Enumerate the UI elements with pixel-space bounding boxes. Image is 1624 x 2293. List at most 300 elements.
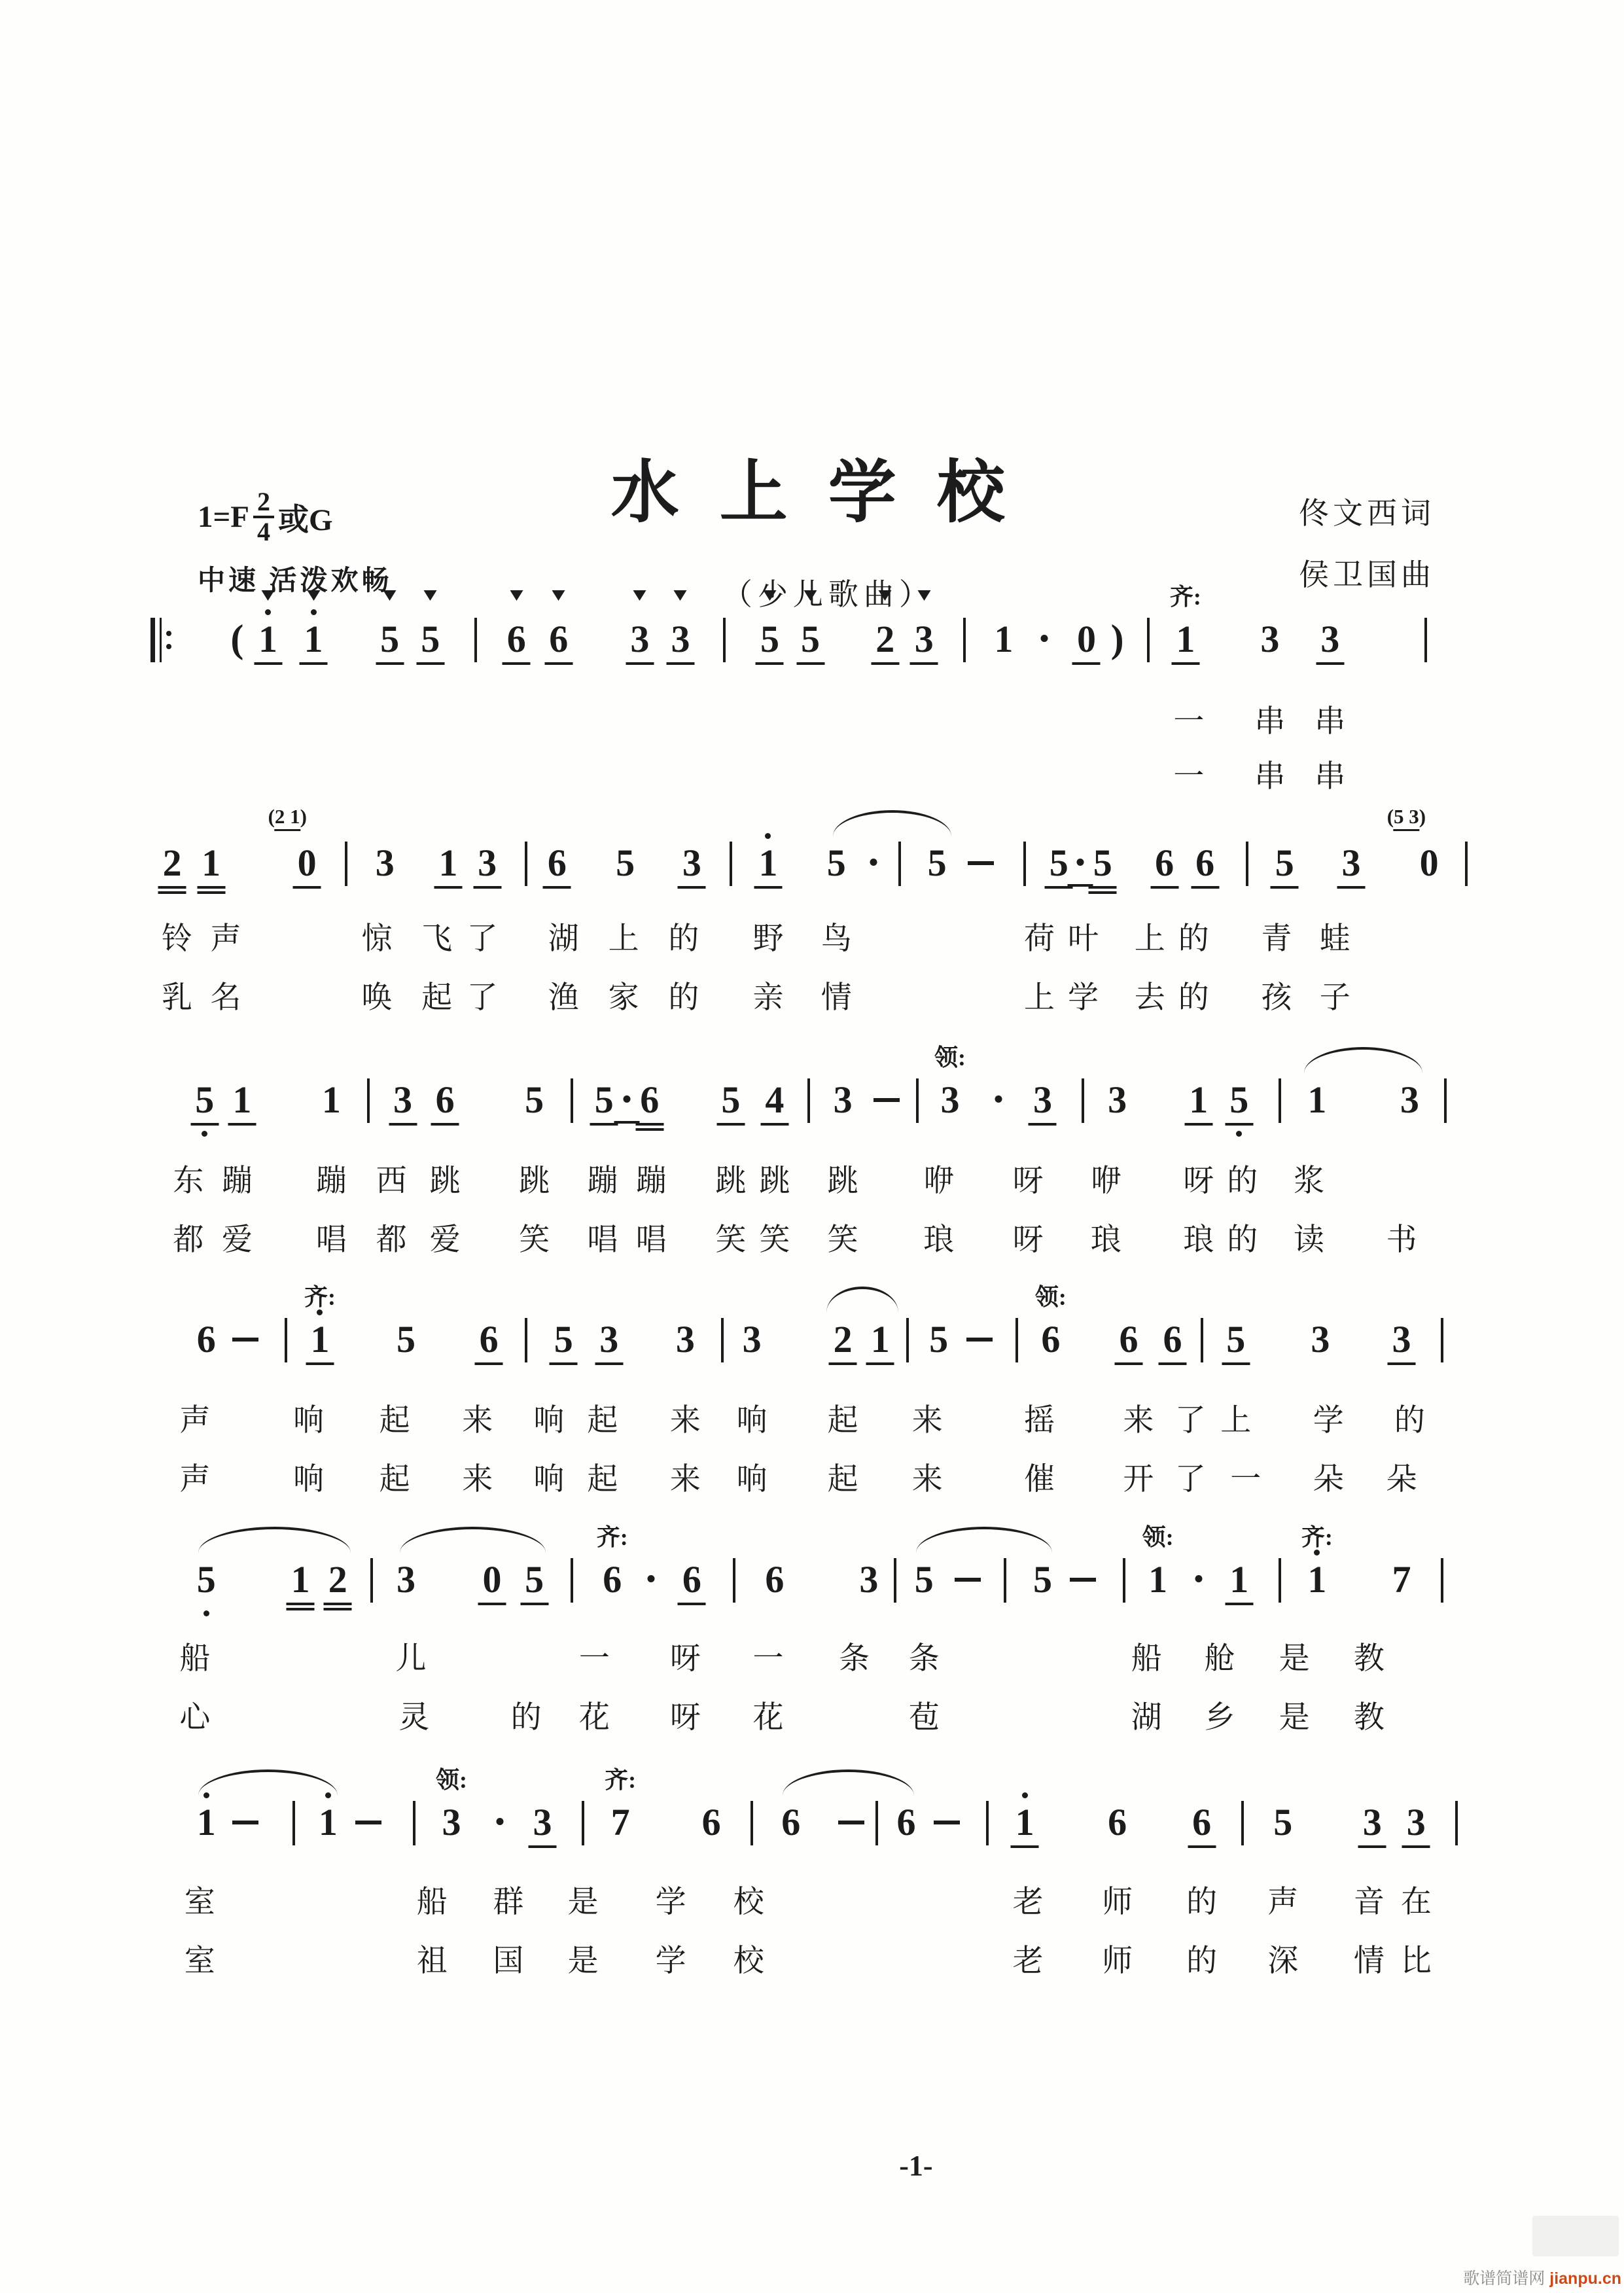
lyric-char: 的 [510,1701,542,1735]
lyric-char: 心 [179,1701,211,1735]
lyric-char: 来 [462,1463,493,1497]
staccato-icon [383,590,397,601]
eighth-underline [503,662,531,665]
staccato-icon [879,590,892,601]
eighth-underline [1011,1845,1039,1848]
eighth-underline [678,1603,706,1605]
eighth-underline [829,1362,857,1365]
note: 5 [397,1318,415,1360]
sixteenth-underline [197,891,225,894]
note: 2 [328,1561,347,1599]
note: 1 [310,1321,329,1359]
lyricist-credit: 佟文西词 [1299,497,1435,530]
lyric-char: 教 [1353,1701,1385,1735]
sixteenth-underline [1089,891,1117,894]
lyric-char: 国 [493,1944,524,1978]
voice-label: 齐: [596,1524,628,1550]
barline [345,842,347,886]
lyric-char: 跳 [429,1164,461,1198]
duration-dash [355,1821,381,1824]
augmentation-dot [648,1575,655,1582]
barline [894,1558,896,1603]
staccato-icon [633,590,646,601]
time-denominator: 4 [253,516,274,546]
barline [807,1078,810,1123]
note: 5 [826,842,846,884]
lyric-char: 开 [1123,1463,1154,1497]
eighth-underline [754,886,782,889]
lyric-char: 起 [827,1404,858,1438]
note: 6 [781,1801,801,1843]
lyric-char: 了 [1174,1463,1206,1497]
lyric-char: 起 [587,1404,618,1438]
lyric-char: 唤 [361,981,393,1015]
note: 0 [1419,842,1439,884]
augmentation-dot [1195,1575,1202,1582]
lyric-char: 朵 [1386,1463,1417,1497]
note: 3 [533,1804,552,1841]
lyric-char: 的 [1227,1164,1258,1198]
lyric-char: 呀 [669,1701,701,1735]
eighth-underline [190,1123,219,1126]
lyric-char: 跳 [759,1164,790,1198]
lyric-char: 学 [1067,981,1099,1015]
lyric-char: 唱 [587,1223,618,1257]
note: 1 [232,1081,251,1119]
sixteenth-underline [635,1128,663,1131]
note: 1 [202,844,221,882]
note: 6 [507,620,526,658]
lyric-char: 学 [655,1944,686,1978]
note: 3 [675,1318,695,1360]
slur-arc [198,1769,338,1796]
eighth-underline [254,662,282,665]
note: 1 [321,1078,341,1121]
eighth-underline [866,1362,894,1365]
note: 1 [1189,1081,1208,1119]
barline [721,1318,724,1362]
eighth-underline [389,1123,417,1126]
note: 1 [1307,1078,1327,1121]
lyric-char: 笑 [827,1223,858,1257]
lyric-char: 都 [173,1223,204,1257]
repeat-bar-thin [160,618,162,662]
lyric-char: 是 [1279,1701,1310,1735]
note: 3 [682,844,701,882]
lyric-char: 在 [1400,1885,1432,1919]
barline [1279,1558,1281,1603]
lyric-char: 群 [493,1885,524,1919]
lyric-char: 叶 [1067,922,1099,956]
lyric-char: 响 [533,1463,565,1497]
note: 5 [195,1081,214,1119]
note: 3 [630,620,649,658]
eighth-underline [1387,1362,1415,1365]
eighth-underline [416,662,444,665]
augmentation-dot [995,1095,1002,1103]
eighth-underline [595,1362,623,1365]
lyric-char: 爱 [429,1223,461,1257]
watermark-box [1532,2216,1619,2256]
barline [1424,618,1427,662]
lyric-char: 笑 [715,1223,747,1257]
lyric-char: 来 [462,1404,493,1438]
barline [1279,1078,1281,1123]
lyric-char: 跳 [519,1164,550,1198]
octave-dot-high [1022,1792,1028,1798]
octave-dot-high [765,833,771,839]
note: 3 [1108,1078,1127,1121]
lyric-char: 是 [1279,1642,1310,1676]
note: 6 [603,1558,622,1601]
lyric-char: 琅 [1183,1223,1214,1257]
barline [1147,618,1150,662]
lyric-char: 花 [752,1701,784,1735]
barline [1082,1078,1084,1123]
key-prefix: 1=F [198,500,249,534]
eighth-underline [1029,1123,1057,1126]
lyric-char: 的 [1186,1885,1218,1919]
voice-label: 领: [435,1767,467,1793]
note: 1 [197,1804,216,1841]
lyric-char: 了 [1174,1404,1206,1438]
slur-arc [1304,1047,1422,1073]
lyric-char: 上 [608,922,639,956]
lyric-char: 花 [578,1701,610,1735]
eighth-underline [1184,1123,1212,1126]
note: 1 [1015,1804,1034,1841]
note: 3 [478,844,497,882]
barline [474,618,477,662]
note: 0 [1077,620,1096,658]
note: 0 [298,844,317,882]
staccato-icon [424,590,437,601]
lyric-char: 苞 [908,1701,940,1735]
eighth-underline [324,1603,352,1605]
lyric-char: 浆 [1293,1164,1324,1198]
lyric-char: 湖 [1131,1701,1162,1735]
eighth-underline [760,1123,788,1126]
lyric-char: 去 [1134,981,1165,1015]
note: 3 [940,1078,960,1121]
note: 1 [871,1321,890,1359]
note: 7 [1392,1558,1411,1601]
note: 1 [1229,1561,1248,1599]
lyric-char: 起 [421,981,453,1015]
slur-arc [833,810,951,836]
lyric-char: 西 [376,1164,407,1198]
lyric-char: 的 [668,981,699,1015]
note: 6 [548,844,567,882]
note: 5 [801,620,820,658]
lyric-char: 上 [1023,981,1055,1015]
note: 3 [1311,1318,1330,1360]
lyric-char: 来 [669,1463,701,1497]
duration-dash [232,1821,258,1824]
lyric-char: 家 [608,981,639,1015]
lyric-char: 情 [1353,1944,1385,1978]
barline [1004,1558,1006,1603]
note: 3 [1342,844,1361,882]
lyric-char: 摇 [1023,1404,1055,1438]
eighth-underline [1358,1845,1386,1848]
lyric-char: 室 [184,1885,215,1919]
note: 5 [927,842,947,884]
eighth-underline [158,886,186,889]
note: 1 [439,844,458,882]
eighth-underline [796,662,824,665]
sixteenth-underline [324,1608,352,1610]
lyric-char: 校 [733,1885,764,1919]
lyric-char: 蹦 [587,1164,618,1198]
watermark-text [1463,2266,1621,2289]
lyric-char: 串 [1315,760,1346,794]
watermark-url: jianpu.cn [1549,2269,1621,2288]
lyric-char: 蹦 [315,1164,347,1198]
lyric-char: 的 [1178,981,1209,1015]
lyric-char: 一 [1173,760,1205,794]
lyric-char: 儿 [395,1642,427,1676]
octave-dot-low [203,1610,209,1616]
lyric-char: 声 [179,1463,211,1497]
lyric-char: 的 [1186,1944,1218,1978]
note: 5 [1033,1558,1052,1601]
staccato-icon [804,590,817,601]
note: 3 [375,842,395,884]
duration-dash [955,1578,981,1582]
barline [916,1078,919,1123]
eighth-underline [678,886,706,889]
voice-label: 领: [1142,1524,1174,1550]
voice-label: 齐: [304,1284,336,1310]
eighth-underline [1150,886,1178,889]
note: 5 [1093,844,1112,882]
lyric-char: 咿 [923,1164,955,1198]
barline [750,1801,753,1845]
note: 5 [721,1081,740,1119]
lyric-char: 孩 [1261,981,1292,1015]
staccato-icon [262,590,275,601]
note: 5 [616,842,635,884]
lyric-char: 笑 [759,1223,790,1257]
barline [1015,1318,1018,1362]
eighth-underline [1225,1603,1253,1605]
barline [986,1801,989,1845]
lyric-char: 一 [1173,705,1205,739]
barline [730,842,732,886]
lyric-char: 呀 [1183,1164,1214,1198]
lyric-char: 上 [1134,922,1165,956]
composer-credit: 侯卫国曲 [1299,558,1435,592]
note: 1 [758,844,777,882]
lyric-char: 呀 [1012,1223,1044,1257]
tempo-marking: 中速 活泼欢畅 [198,566,393,596]
lyric-char: 书 [1386,1223,1417,1257]
slur-arc [916,1527,1052,1553]
parenthesis: ) [1110,617,1124,660]
eighth-underline [756,662,784,665]
note: 3 [915,620,934,658]
lyric-char: 了 [467,922,498,956]
lyric-char: 起 [379,1463,410,1497]
note: 1 [304,620,323,658]
eighth-underline [478,1603,506,1605]
lyric-char: 上 [1220,1404,1252,1438]
lyric-char: 情 [821,981,852,1015]
song-title: 水上学校 [610,455,1046,531]
note: 3 [1260,618,1280,660]
augmentation-dot [1076,859,1084,866]
lyric-char: 爱 [221,1223,253,1257]
barline [733,1558,735,1603]
note: 6 [549,620,568,658]
note: 5 [1273,1801,1293,1843]
lyric-char: 了 [467,981,498,1015]
lyric-char: 唱 [315,1223,347,1257]
eighth-underline [1188,1845,1216,1848]
note: 6 [640,1081,659,1119]
barline [1246,842,1248,886]
slur-arc [400,1527,546,1553]
note: 1 [994,618,1014,660]
note: 6 [436,1081,455,1119]
note: 3 [742,1318,762,1360]
note: 3 [1320,620,1339,658]
eighth-underline [475,1362,503,1365]
lyric-char: 都 [376,1223,407,1257]
sixteenth-underline [158,891,186,894]
lyric-char: 的 [1227,1223,1258,1257]
lyric-char: 湖 [548,922,579,956]
lyric-char: 琅 [923,1223,955,1257]
lyric-char: 校 [733,1944,764,1978]
note: 1 [1307,1561,1326,1599]
lyric-char: 荷 [1023,922,1055,956]
note: 3 [1392,1321,1411,1359]
page-number: -1- [899,2150,933,2182]
lyric-char: 响 [533,1404,565,1438]
key-suffix: 或G [278,503,333,537]
barline [1241,1801,1244,1845]
grace-notes: (2 1) [268,806,307,827]
lyric-char: 是 [567,1885,599,1919]
eighth-underline [1222,1362,1250,1365]
duration-dash [232,1338,258,1342]
lyric-char: 青 [1261,922,1292,956]
eighth-underline [1072,662,1101,665]
note: 5 [760,620,779,658]
lyric-char: 老 [1012,1944,1044,1978]
lyric-char: 条 [908,1642,940,1676]
barline [292,1801,295,1845]
lyric-char: 祖 [416,1944,448,1978]
song-subtitle: （少儿歌曲） [722,578,934,611]
lyric-char: 串 [1254,760,1286,794]
lyric-char: 是 [567,1944,599,1978]
repeat-bar-thick [150,618,155,662]
voice-label: 领: [934,1044,966,1071]
eighth-underline [1316,662,1344,665]
barline [525,1318,527,1362]
eighth-underline [473,886,501,889]
note: 3 [442,1801,461,1843]
lyric-char: 来 [1123,1404,1154,1438]
eighth-underline [1402,1845,1430,1848]
barline [1023,842,1026,886]
note: 5 [554,1321,573,1359]
lyric-char: 起 [587,1463,618,1497]
lyric-char: 起 [379,1404,410,1438]
note: 6 [1195,844,1214,882]
eighth-underline [300,662,328,665]
augmentation-dot [624,1095,631,1103]
note: 5 [1226,1321,1245,1359]
eighth-underline [306,1362,334,1365]
eighth-underline [1271,886,1299,889]
lyric-char: 东 [173,1164,204,1198]
eighth-underline [666,662,694,665]
eighth-underline [1191,886,1219,889]
voice-label: 齐: [1169,584,1201,610]
augmentation-dot [497,1818,504,1825]
staccato-icon [552,590,565,601]
barline [1441,1318,1443,1362]
lyric-char: 的 [668,922,699,956]
lyric-char: 的 [1394,1404,1425,1438]
barline [571,1558,573,1603]
eighth-underline [287,1603,315,1605]
lyric-char: 蛙 [1319,922,1350,956]
lyric-char: 来 [911,1463,943,1497]
note: 3 [1400,1078,1419,1121]
lyric-char: 音 [1353,1885,1385,1919]
lyric-char: 铃 [162,922,193,956]
repeat-dots [166,631,171,649]
lyric-char: 呀 [669,1642,701,1676]
note: 6 [896,1801,916,1843]
duration-dash [1070,1578,1096,1582]
note: 6 [1192,1804,1211,1841]
lyric-char: 师 [1102,1885,1133,1919]
duration-dash [838,1821,864,1824]
duration-dash [874,1098,900,1102]
eighth-underline [434,886,463,889]
eighth-underline [1171,662,1199,665]
lyric-char: 蹦 [221,1164,253,1198]
barline [963,618,966,662]
staccato-icon [917,590,930,601]
note: 3 [671,620,690,658]
lyric-char: 响 [736,1463,768,1497]
lyric-char: 的 [1178,922,1209,956]
lyric-char: 深 [1267,1944,1299,1978]
slur-arc [826,1287,898,1313]
eighth-underline [550,1362,578,1365]
lyric-char: 响 [293,1463,325,1497]
note: 5 [595,1081,614,1119]
voice-label: 齐: [1301,1524,1333,1550]
lyric-char: 咿 [1090,1164,1121,1198]
barline [1201,1318,1203,1362]
lyric-char: 渔 [548,981,579,1015]
note: 6 [1155,844,1174,882]
eighth-underline [1337,886,1366,889]
lyric-char: 船 [416,1885,448,1919]
eighth-underline [910,662,938,665]
note: 3 [859,1558,879,1601]
lyric-char: 起 [827,1463,858,1497]
note: 1 [319,1804,338,1841]
